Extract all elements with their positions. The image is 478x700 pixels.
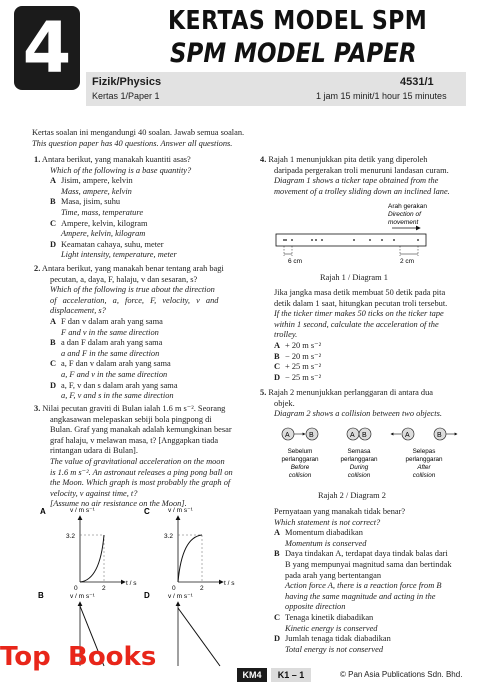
option-b-en: opposite direction <box>285 602 346 612</box>
diagram-1-caption: Rajah 1 / Diagram 1 <box>320 273 388 282</box>
arrow-label-en: Direction of <box>388 211 421 218</box>
question-4-body <box>274 288 464 383</box>
svg-text:During: During <box>349 464 369 471</box>
option-d-en: Total energy is not conserved <box>285 644 384 654</box>
svg-text:A: A <box>350 432 355 439</box>
svg-text:Selepas: Selepas <box>412 448 436 455</box>
graph-xlabel: t / s <box>126 580 137 587</box>
option-a: A Jisim, ampere, kelvin <box>50 176 133 186</box>
intro-english: This question paper has 40 questions. Answer all questions. <box>32 138 233 148</box>
statement-question-en: Which statement is not correct? <box>274 517 381 527</box>
option-d: D Jumlah tenaga tidak diabadikan <box>274 634 391 644</box>
question-line-en: velocity, v against time, t? <box>50 488 138 498</box>
graph-ylabel: v / m s⁻¹ <box>168 507 193 514</box>
option-b-en: Action force A, there is a reaction force from B <box>285 581 442 591</box>
question-line: daripada pergerakan troli menuruni landasan curam. <box>274 165 449 175</box>
option-c: C a, F dan v dalam arah yang sama <box>50 359 171 369</box>
option-b: B Masa, jisim, suhu <box>50 197 121 207</box>
option-d: D Keamatan cahaya, suhu, meter <box>50 239 164 249</box>
graph-curve <box>178 535 202 582</box>
question-text-en-1: Which of the following is true about the direction <box>50 285 215 295</box>
graph-curve <box>80 535 104 582</box>
option-c: C Tenaga kinetik diabadikan <box>274 612 374 622</box>
origin-label: 0 <box>74 585 78 592</box>
svg-text:perlanggaran: perlanggaran <box>281 456 319 463</box>
question-line: Rajah 1 menunjukkan pita detik yang diperoleh <box>268 155 428 164</box>
chapter-number: 4 <box>14 6 80 90</box>
svg-text:Semasa: Semasa <box>347 448 371 455</box>
question-line: Nilai pecutan graviti di Bulan ialah 1.6 m s⁻². Seorang <box>42 404 226 413</box>
option-b-en: having the same magnitude and acting in the <box>285 591 436 601</box>
question-2 <box>34 264 244 402</box>
intro-malay: Kertas soalan ini mengandungi 40 soalan. Jawab semua soalan. <box>32 128 245 137</box>
svg-text:Sebelum: Sebelum <box>287 448 313 455</box>
option-d-en: Light intensity, temperature, meter <box>61 250 177 260</box>
question-text-en: Which of the following is a base quantity? <box>50 165 192 175</box>
arrow-label-en: movement <box>388 219 419 226</box>
question-number: 4. <box>260 155 267 164</box>
option-b-line: pada arah yang bertentangan <box>285 570 382 580</box>
paper-code: 4531/1 <box>400 76 434 88</box>
copyright: © Pan Asia Publications Sdn. Bhd. <box>340 670 463 679</box>
y-tick: 3.2 <box>164 533 174 540</box>
page-number: K1 – 1 <box>271 668 311 682</box>
graph-key: B <box>38 591 44 600</box>
logo-books: Books <box>68 642 157 672</box>
paper-duration: 1 jam 15 minit/1 hour 15 minutes <box>316 91 447 101</box>
option-a-en: F and v in the same direction <box>61 327 159 337</box>
svg-text:B: B <box>309 432 314 439</box>
graph-key: D <box>144 591 150 600</box>
option-a-en: Mass, ampere, kelvin <box>61 186 132 196</box>
paper-label: Kertas 1/Paper 1 <box>92 91 160 101</box>
x-tick: 2 <box>200 585 204 592</box>
svg-text:perlanggaran: perlanggaran <box>405 456 443 463</box>
option-b-line: B yang mempunyai magnitud sama dan bertindak <box>285 559 452 569</box>
option-a-en: Momentum is conserved <box>285 538 367 548</box>
option-c-en: a, F and v in the same direction <box>61 369 168 379</box>
question-text-2: pecutan, a, daya, F, halaju, v dan sesaran, s? <box>50 274 198 284</box>
option-a: A + 20 m s⁻² <box>274 340 322 350</box>
graph-ylabel: v / m s⁻¹ <box>168 593 193 600</box>
question-line: angkasawan melepaskan sebiji bola pingpong di <box>50 414 212 424</box>
question-line: Bulan. Graf yang manakah adalah kemungkinan besar <box>50 425 232 435</box>
graph-key: A <box>40 507 46 516</box>
graph-xlabel: t / s <box>224 580 235 587</box>
question-number: 5. <box>260 388 267 397</box>
question-line-en: the Moon. Which graph is most probably the graph of <box>50 478 231 488</box>
ticker-tape-diagram <box>270 200 460 266</box>
origin-label: 0 <box>172 585 176 592</box>
option-c-en: Ampere, kelvin, kilogram <box>61 229 146 239</box>
question-number: 3. <box>34 404 41 413</box>
ticker-tape <box>276 234 426 246</box>
question-line: graf halaju, v melawan masa, t? [Anggapkan tiada <box>50 435 219 445</box>
svg-text:collision: collision <box>347 472 371 479</box>
question-line-en: Diagram 2 shows a collision between two objects. <box>274 409 442 419</box>
graph-ylabel: v / m s⁻¹ <box>70 507 95 514</box>
question-3 <box>34 404 244 510</box>
option-a: A F dan v dalam arah yang sama <box>50 316 163 326</box>
option-a: A Momentum diabadikan <box>274 528 363 538</box>
graph-line <box>178 608 220 666</box>
option-b: B − 20 m s⁻² <box>274 351 322 361</box>
svg-text:A: A <box>285 432 290 439</box>
question-line: objek. <box>274 398 295 408</box>
option-b-en: Time, mass, temperature <box>61 207 144 217</box>
after-collision <box>391 428 457 440</box>
question-number: 1. <box>34 155 41 164</box>
question-line-en: [Assume no air resistance on the Moon]. <box>50 499 187 509</box>
question-1 <box>34 155 239 261</box>
option-b: B Daya tindakan A, terdapat daya tindak balas dari <box>274 549 448 559</box>
dimension-label: 2 cm <box>400 258 415 265</box>
question-5-body <box>274 507 466 655</box>
svg-text:B: B <box>362 432 367 439</box>
question-text-en-3: displacement, s? <box>50 306 106 316</box>
before-collision <box>282 428 318 440</box>
question-line-en: is 1.6 m s⁻². An astronaut releases a ping pong ball on <box>50 467 233 477</box>
statement-question: Pernyataan yang manakah tidak benar? <box>274 507 406 516</box>
option-d: D a, F, v dan s dalam arah yang sama <box>50 380 178 390</box>
svg-text:collision: collision <box>288 472 312 479</box>
body-line-en: within 1 second, calculate the acceleration of the <box>274 319 439 329</box>
question-line: Rajah 2 menunjukkan perlanggaran di antara dua <box>268 388 434 397</box>
graph-a <box>40 507 137 592</box>
question-line-en: The value of gravitational acceleration on the moon <box>50 456 225 466</box>
question-number: 2. <box>34 264 41 273</box>
svg-text:A: A <box>405 432 410 439</box>
question-text: Antara berikut, yang manakah kuantiti asas? <box>41 155 191 164</box>
option-c-en: Kinetic energy is conserved <box>285 623 378 633</box>
graph-c <box>144 507 235 592</box>
title-english: SPM MODEL PAPER <box>170 38 417 69</box>
body-line: detik dalam 1 saat, hitungkan pecutan troli tersebut. <box>274 298 448 308</box>
body-line: Jika jangka masa detik membuat 50 detik pada pita <box>274 288 446 297</box>
subject-label: Fizik/Physics <box>92 76 162 88</box>
intro <box>32 128 452 149</box>
title-malay: KERTAS MODEL SPM <box>168 6 428 36</box>
option-d: D − 25 m s⁻² <box>274 372 322 382</box>
option-c: C Ampere, kelvin, kilogram <box>50 218 148 228</box>
question-line-en: Diagram 1 shows a ticker tape obtained from the <box>274 176 439 186</box>
option-c: C + 25 m s⁻² <box>274 362 322 372</box>
collision-diagram <box>272 422 462 488</box>
logo-top: Top <box>0 642 51 672</box>
option-d-en: a, F, v and s in the same direction <box>61 391 174 401</box>
question-line: rintangan udara di Bulan]. <box>50 446 138 456</box>
option-b: B a dan F dalam arah yang sama <box>50 338 163 348</box>
arrow-label: Arah gerakan <box>388 203 428 210</box>
question-line-en: movement of a trolley sliding down an inclined lane. <box>274 186 450 196</box>
body-line-en: If the ticker timer makes 50 ticks on the ticker tape <box>274 309 444 319</box>
x-tick: 2 <box>102 585 106 592</box>
dimension-label: 6 cm <box>288 258 303 265</box>
option-b-en: a and F in the same direction <box>61 348 160 358</box>
body-line-en: trolley. <box>274 330 298 340</box>
page-badge: KM4 <box>237 668 267 682</box>
question-text: Antara berikut, yang manakah benar tentang arah bagi <box>41 264 224 273</box>
graph-ylabel: v / m s⁻¹ <box>70 593 95 600</box>
svg-text:perlanggaran: perlanggaran <box>340 456 378 463</box>
diagram-2-caption: Rajah 2 / Diagram 2 <box>318 491 386 500</box>
svg-text:After: After <box>417 464 431 471</box>
tape-dots <box>283 239 419 241</box>
svg-text:B: B <box>437 432 442 439</box>
y-tick: 3.2 <box>66 533 76 540</box>
question-4 <box>260 155 460 197</box>
question-5 <box>260 388 465 420</box>
svg-text:collision: collision <box>412 472 436 479</box>
during-collision <box>347 428 371 440</box>
svg-text:Before: Before <box>290 464 310 471</box>
graph-key: C <box>144 507 150 516</box>
question-text-en-2: of acceleration, a, force, F, velocity, v and <box>50 295 219 305</box>
